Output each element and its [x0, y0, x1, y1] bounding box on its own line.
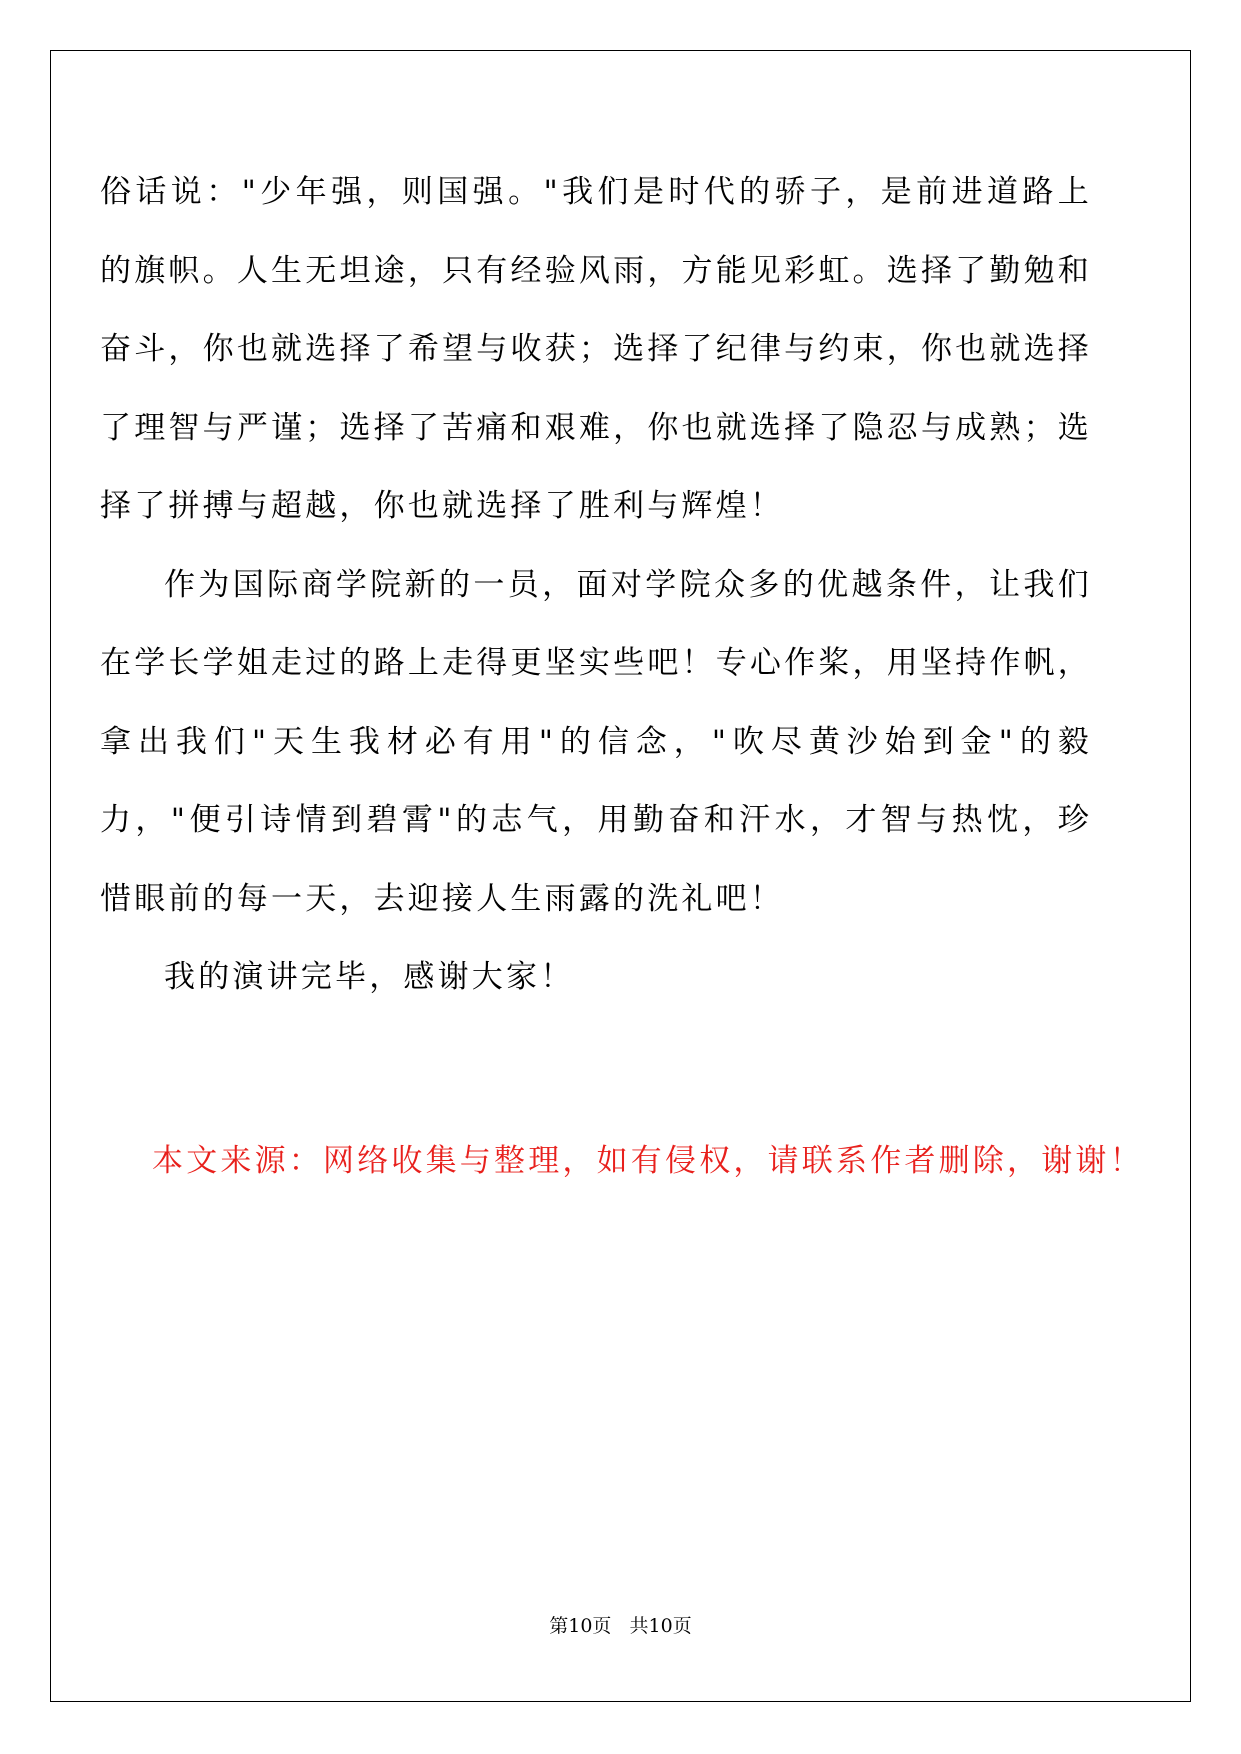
source-note: 本文来源：网络收集与整理，如有侵权，请联系作者删除，谢谢！: [152, 1143, 1144, 1179]
paragraph-3: 我的演讲完毕，感谢大家！: [164, 959, 575, 995]
document-body: [100, 153, 1092, 1017]
paragraph-2: 作为国际商学院新的一员，面对学院众多的优越条件，让我们在学长学姐走过的路上走得更坚实些吧！专心作桨，用坚持作帆，拿出我们"天生我材必有用"的信念，"吹尽黄沙始到金"的毅力，"便引诗情到碧霄"的志气，用勤奋和汗水，才智与热忱，珍惜眼前的每一天，去迎接人生雨露的洗礼吧！: [100, 566, 1092, 917]
page-footer: 第10页 共10页: [549, 1615, 692, 1637]
paragraph-1: 俗话说："少年强，则国强。"我们是时代的骄子，是前进道路上的旗帜。人生无坦途，只有经验风雨，方能见彩虹。选择了勤勉和奋斗，你也就选择了希望与收获；选择了纪律与约束，你也就选择了理智与严谨；选择了苦痛和艰难，你也就选择了隐忍与成熟；选择了拼搏与超越，你也就选择了胜利与辉煌！: [100, 174, 1092, 524]
